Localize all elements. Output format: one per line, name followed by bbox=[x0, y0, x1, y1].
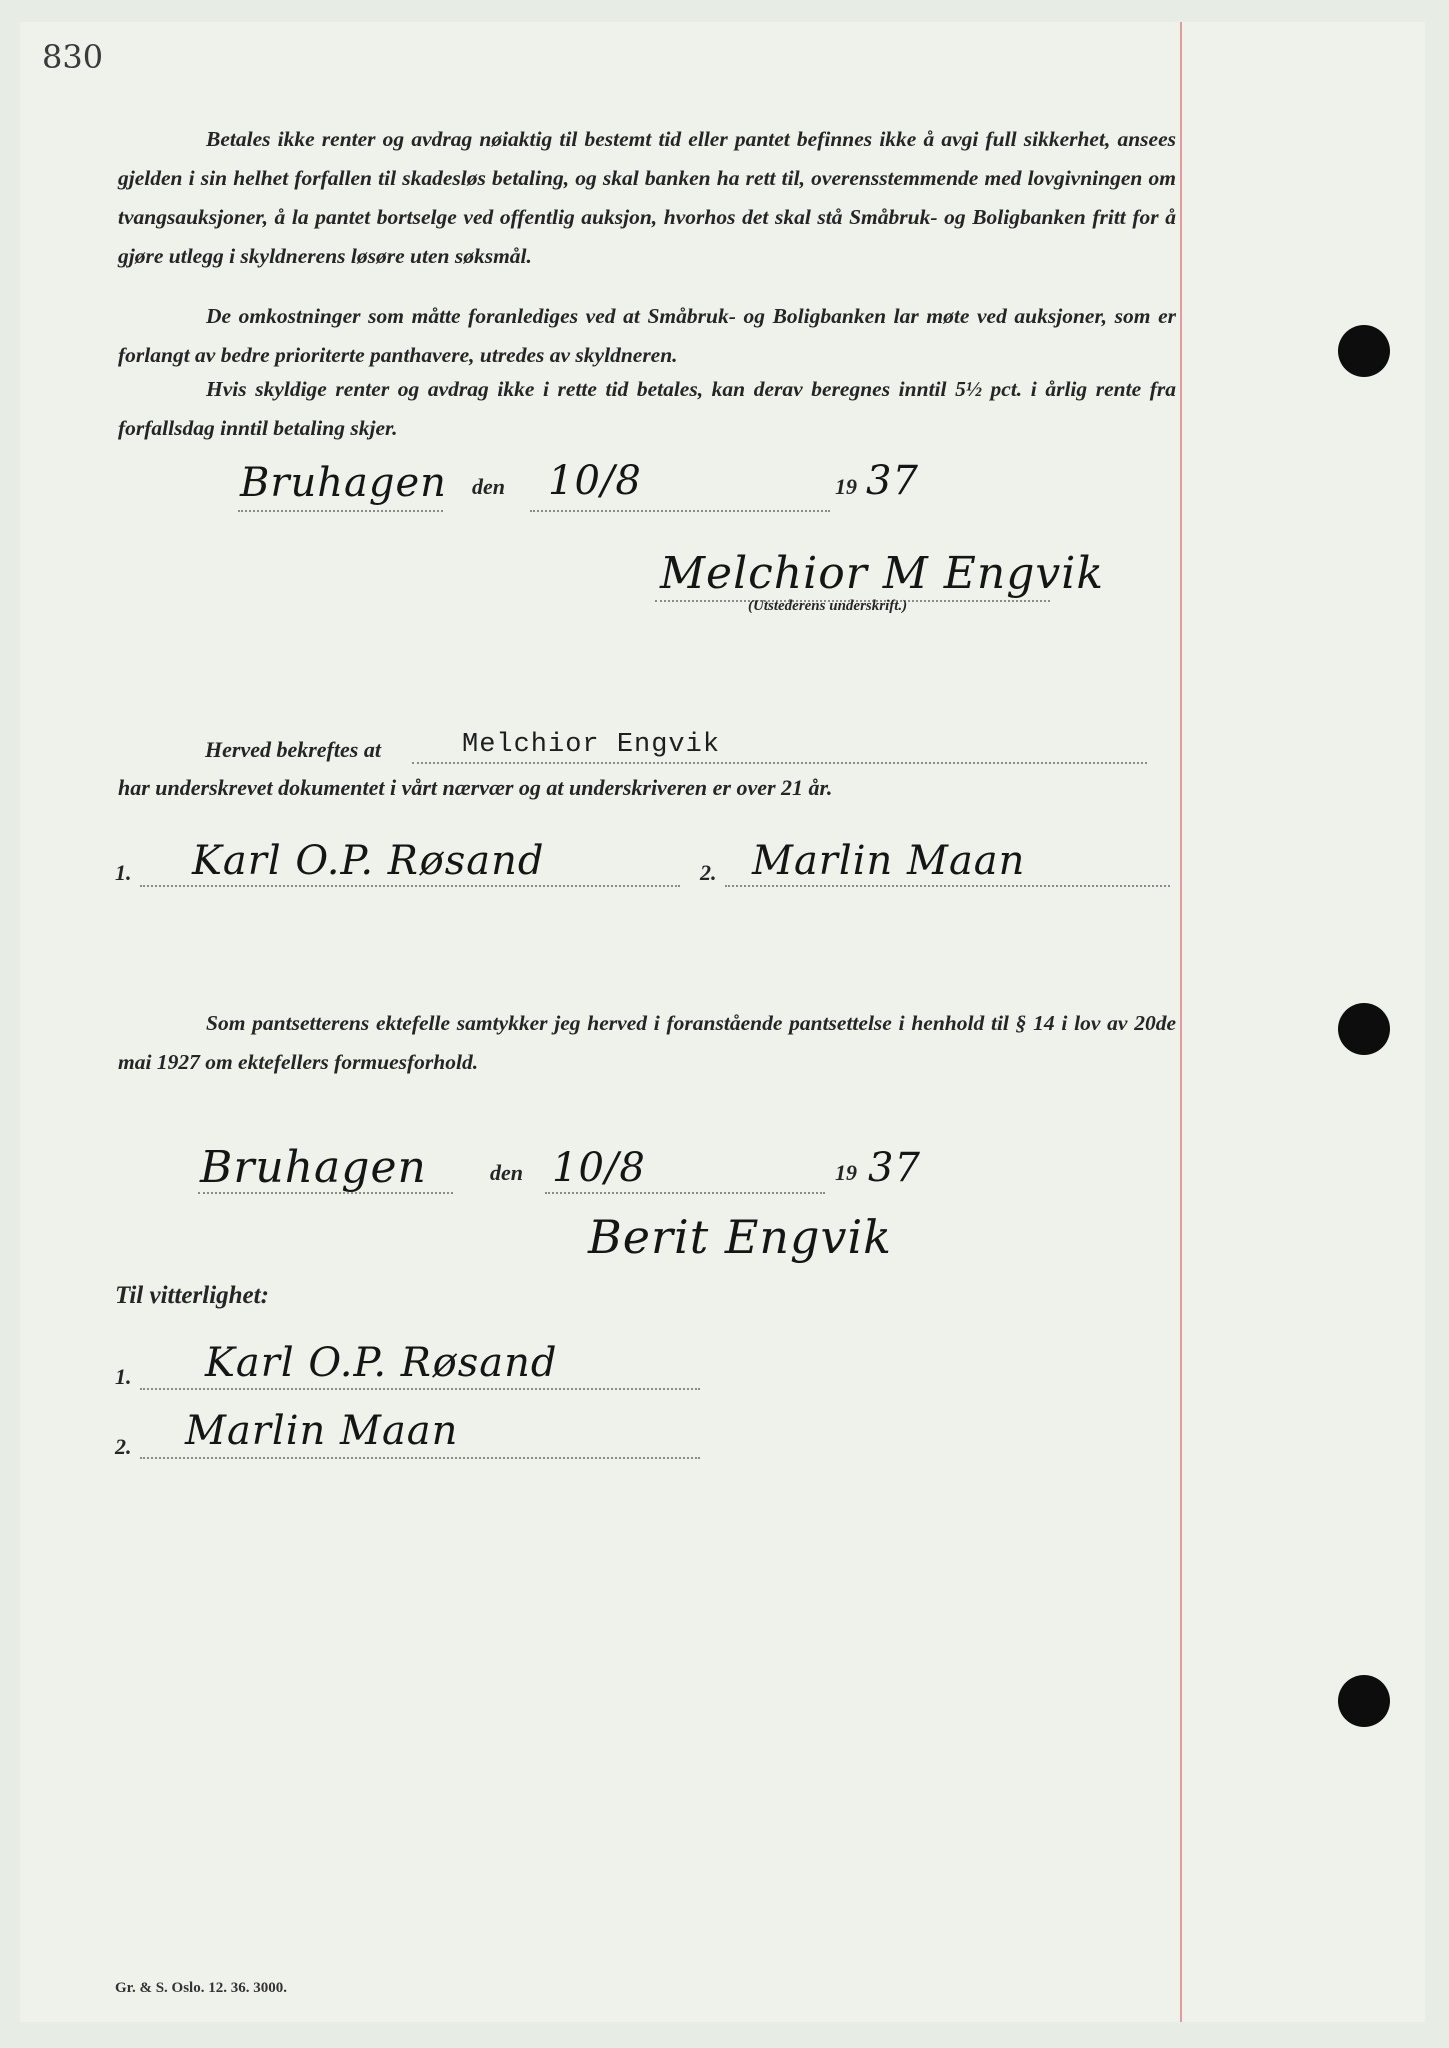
page-number: 830 bbox=[42, 38, 104, 76]
issuer-signature: Melchior M Engvik bbox=[660, 548, 1104, 599]
witness-line-1 bbox=[140, 885, 680, 887]
place-line-2 bbox=[198, 1192, 453, 1194]
spouse-consent-paragraph: Som pantsetterens ektefelle samtykker jeg herved i foranstående pantsettelse i henhold til § 14 i lov av 20de mai 1927 om ektefellers formuesforhold. bbox=[118, 1011, 1176, 1074]
year-prefix-2: 19 bbox=[835, 1160, 857, 1185]
final-witness-line-2 bbox=[140, 1457, 700, 1459]
witness-heading: Til vitterlighet: bbox=[115, 1282, 269, 1309]
margin-rule bbox=[1180, 22, 1182, 2022]
confirmation-prefix: Herved bekreftes at bbox=[205, 737, 381, 762]
printer-imprint: Gr. & S. Oslo. 12. 36. 3000. bbox=[115, 1980, 287, 1996]
date-line-2 bbox=[545, 1192, 825, 1194]
date-line-1 bbox=[530, 510, 830, 512]
witness-line-2 bbox=[725, 885, 1170, 887]
year-handwritten-2: 37 bbox=[868, 1145, 921, 1191]
place-line-1 bbox=[238, 510, 443, 512]
witness-number-2: 2. bbox=[700, 860, 717, 885]
default-clause-paragraph: Betales ikke renter og avdrag nøiaktig til bestemt tid eller pantet befinnes ikke å avgi full sikkerhet, ansees gjelden i sin helhet forfallen til skadesløs betaling, og skal banken ha rett til, overensstemmende med lovgivningen om tvangsauksjoner, å la pantet bortselge ved offentlig auksjon, hvorhos det skal stå Småbruk- og Boligbanken fritt for å gjøre utlegg i skyldnerens løsøre uten søksmål. bbox=[118, 127, 1176, 268]
punch-hole-middle bbox=[1338, 1003, 1390, 1055]
spouse-signature: Berit Engvik bbox=[588, 1210, 893, 1264]
interest-clause-paragraph: Hvis skyldige renter og avdrag ikke i rette tid betales, kan derav beregnes inntil 5½ pct. i årlig rente fra forfallsdag inntil betaling skjer. bbox=[118, 377, 1176, 440]
witness-number-1: 1. bbox=[115, 860, 132, 885]
final-witness-signature-2: Marlin Maan bbox=[185, 1408, 459, 1454]
place-handwritten-1: Bruhagen bbox=[240, 460, 447, 506]
punch-hole-bottom bbox=[1338, 1675, 1390, 1727]
costs-clause-paragraph: De omkostninger som måtte foranlediges ved at Småbruk- og Boligbanken lar møte ved auksjoner, som er forlangt av bedre prioriterte panthavere, utredes av skyldneren. bbox=[118, 304, 1176, 367]
confirmation-name-line bbox=[412, 762, 1147, 764]
punch-hole-top bbox=[1338, 325, 1390, 377]
typed-signer-name: Melchior Engvik bbox=[462, 730, 721, 760]
confirmation-line-2: har underskrevet dokumentet i vårt nærvær og at underskriveren er over 21 år. bbox=[118, 775, 833, 800]
year-handwritten-1: 37 bbox=[866, 458, 919, 504]
date-handwritten-2: 10/8 bbox=[552, 1145, 646, 1191]
issuer-signature-caption: (Utstederens underskrift.) bbox=[748, 598, 908, 614]
final-witness-number-2: 2. bbox=[115, 1434, 132, 1459]
year-prefix-1: 19 bbox=[835, 474, 857, 499]
date-handwritten-1: 10/8 bbox=[548, 458, 642, 504]
final-witness-line-1 bbox=[140, 1388, 700, 1390]
final-witness-signature-1: Karl O.P. Røsand bbox=[205, 1340, 558, 1386]
witness-signature-2: Marlin Maan bbox=[752, 838, 1026, 884]
place-handwritten-2: Bruhagen bbox=[200, 1142, 427, 1193]
final-witness-number-1: 1. bbox=[115, 1364, 132, 1389]
witness-signature-1: Karl O.P. Røsand bbox=[192, 838, 545, 884]
den-label-2: den bbox=[490, 1160, 523, 1185]
den-label-1: den bbox=[472, 474, 505, 499]
